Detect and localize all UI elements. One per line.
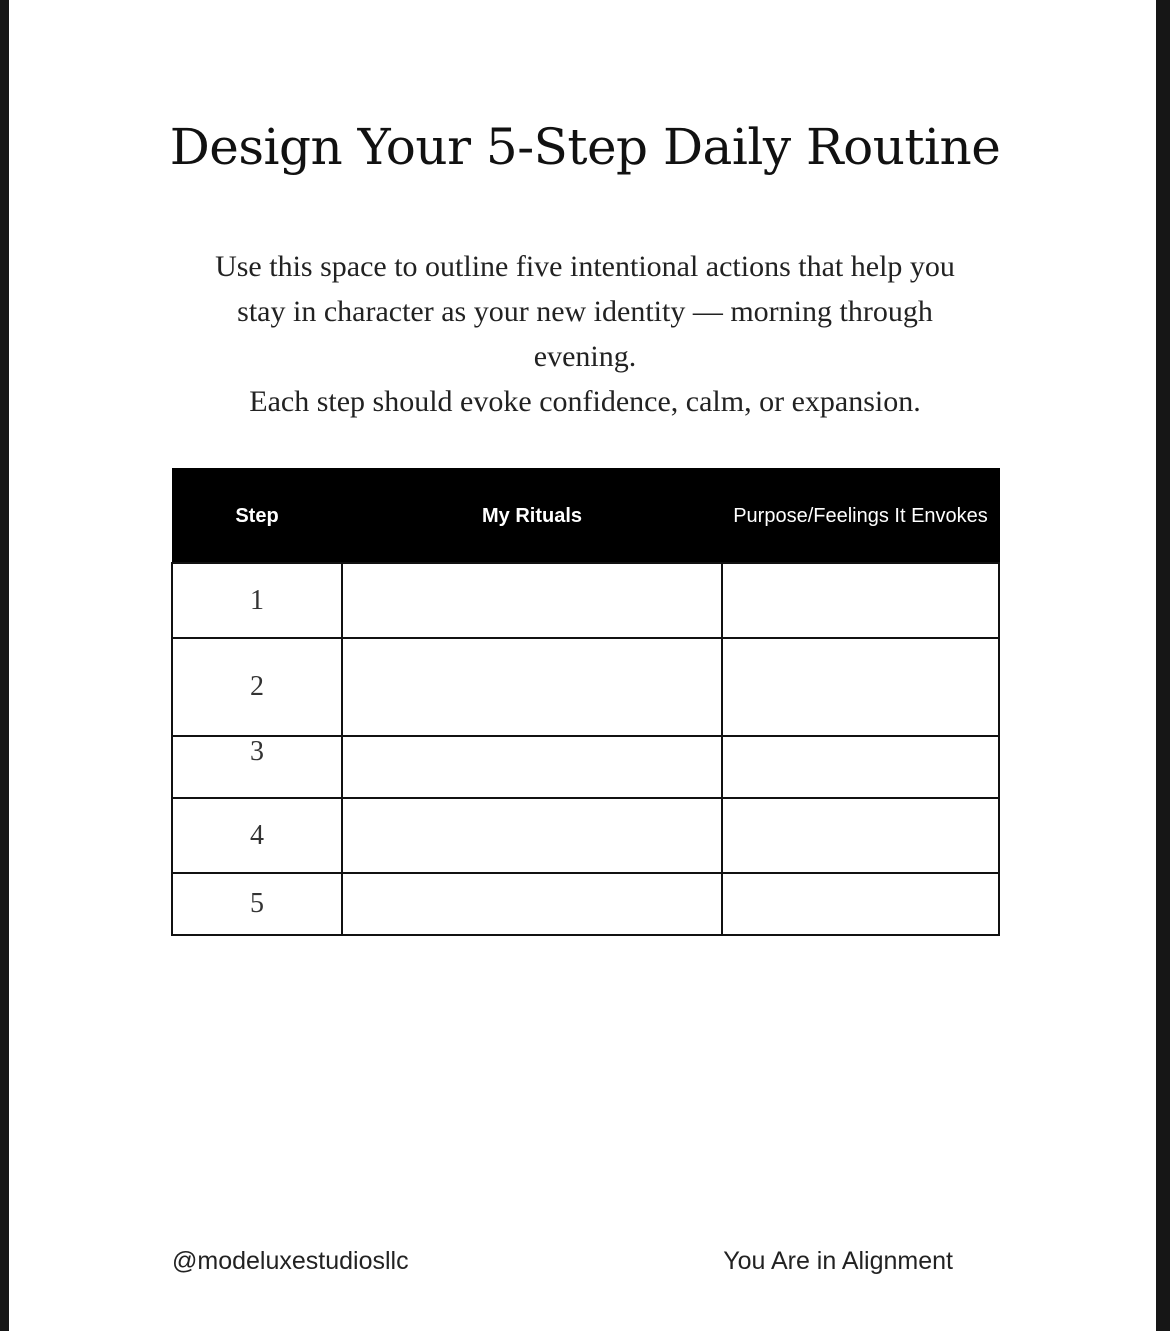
purpose-cell[interactable] [722,798,999,873]
step-number-cell: 3 [172,736,342,798]
table-row [172,736,999,798]
page-title: Design Your 5-Step Daily Routine [169,118,1001,176]
purpose-cell[interactable] [722,736,999,798]
step-number-cell: 1 [172,563,342,638]
purpose-cell[interactable] [722,638,999,736]
footer-tagline: You Are in Alignment [723,1247,953,1275]
routine-table [171,468,1000,936]
page-edge-left [0,0,9,1331]
ritual-cell[interactable] [342,736,722,798]
ritual-cell[interactable] [342,873,722,935]
purpose-cell[interactable] [722,563,999,638]
purpose-cell[interactable] [722,873,999,935]
intro-paragraph-2: Each step should evoke confidence, calm, or expansion. [249,385,921,418]
page-edge-right [1156,0,1170,1331]
header-rituals: My Rituals [342,469,722,564]
footer-handle: @modeluxestudiosllc [172,1247,409,1275]
header-purpose: Purpose/Feelings It Envokes [722,469,999,564]
table-row [172,798,999,873]
step-number-cell: 2 [172,638,342,736]
table-row [172,638,999,736]
header-step: Step [172,469,342,564]
step-number-cell: 5 [172,873,342,935]
intro-paragraph-1: Use this space to outline five intentional actions that help you stay in character as your new identity — morning through evening. [215,250,955,373]
ritual-cell[interactable] [342,563,722,638]
table-header-row [172,469,999,564]
table-row [172,873,999,935]
ritual-cell[interactable] [342,798,722,873]
step-number-cell: 4 [172,798,342,873]
ritual-cell[interactable] [342,638,722,736]
table-row [172,563,999,638]
intro-text [195,244,975,424]
